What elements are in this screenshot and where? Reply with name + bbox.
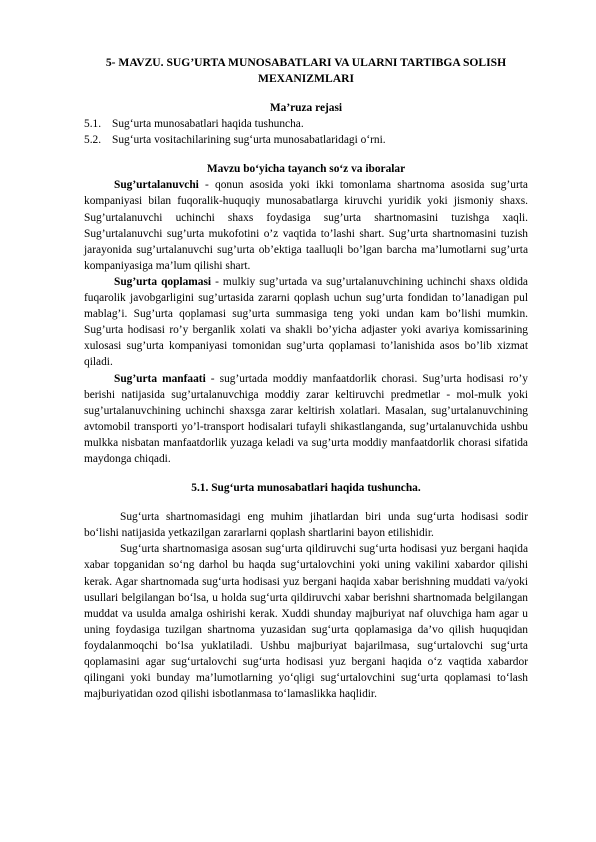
term-text: - mulkiy sug’urtada va sug’urtalanuvchining uchinchi shaxs oldida fuqarolik javobgarligini sug’urtasida zararni qoplash uchun sug’urta fondidan to’lanadigan pul mablag’i. Sug’urta qoplamasi sug’urta summasiga teng yoki undan kam bo’lishi mumkin. Sug’urta hodisasi ro’y berganlik xolati va shakli bo’yicha adjaster yoki avariya komissarining xulosasi sug’urta kompaniyasi tomonidan sug’urta qoplamasi to’lanishida asos bo’lib xizmat qiladi. (84, 275, 528, 369)
body-paragraph: Sug‘urta shartnomasidagi eng muhim jihatlardan biri unda sug‘urta hodisasi sodir bo‘lishi natijasida yetkazilgan zararlarni qoplash shartlarini bayon etilishidir. (84, 511, 528, 540)
plan-item-text: Sug‘urta munosabatlari haqida tushuncha. (112, 118, 304, 131)
plan-item (84, 116, 528, 132)
plan-item-number: 5.2. (84, 134, 102, 147)
plan-item-number: 5.1. (84, 118, 102, 131)
term-definition (84, 274, 528, 371)
term-name: Sug’urta manfaati (114, 372, 206, 385)
term-definition (84, 371, 528, 468)
term-text: - qonun asosida yoki ikki tomonlama shartnoma asosida sug’urta kompaniyasi bilan fuqoralik-huquqiy munosabatlarga kiruvchi yuridik yoki jismoniy shaxs. Sug’urtalanuvchi uchinchi shaxs foydasiga sug’urta shartnomasini tuzishga xaqli. Sug’urtalanuvchi sug’urta mukofotini o’z vaqtida to’lashi shart. Sug’urta shartnomasini tuzish jarayonida sug’urtalanuvchi sug’urta ob’ektiga taalluqli bo’lgan barcha ma’lumotlarni sug’urta kompaniyasiga ma’lum qilishi shart. (84, 179, 528, 272)
body-paragraph: Sug‘urta shartnomasiga asosan sug‘urta qildiruvchi sug‘urta hodisasi yuz bergani haqida xabar topganidan so‘ng darhol bu haqda sug‘urtalovchini yoki uning vakilini xabardor qilishi kerak. Agar shartnomada sug‘urta hodisasi yuz bergani haqida xabar berishning muddati va/yoki usullari belgilangan bo‘lsa, u holda sug‘urta qildiruvchi xabar berishni shartnomada belgilangan muddat va usulda amalga oshirishi kerak. Xuddi shunday majburiyat naf oluvchiga ham agar u uning foydasiga tuzilgan shartnoma yuzasidan sug‘urta qoplamasiga da’vo qilish huquqidan foydalanmoqchi bo‘lsa yuklatiladi. Ushbu majburiyat bajarilmasa, sug‘urtalovchi sug‘urta qoplamasini agar sug‘urtalovchi sug‘urta hodisasi yuz bergani haqida o‘z vaqtida xabardor qilingani yoki bunday ma’lumotlarning yo‘qligi sug‘urtalovchini sug‘urta qoplamasi to‘lash majburiyatidan ozod qilishi isbotlanmasa to‘lamaslikka haqlidir. (84, 543, 528, 701)
terms-heading: Mavzu bo‘yicha tayanch so‘z va iboralar (206, 163, 406, 176)
plan-heading: Ma’ruza rejasi (269, 102, 343, 114)
section-heading: 5.1. Sug‘urta munosabatlari haqida tushuncha. (191, 482, 421, 495)
document-title: 5- MAVZU. SUG’URTA MUNOSABATLARI VA ULARNI TARTIBGA SOLISH MEXANIZMLARI (105, 56, 507, 85)
plan-item (84, 132, 528, 148)
term-name: Sug’urta qoplamasi (114, 275, 212, 288)
document-page (84, 55, 528, 702)
term-text: - sug’urtada moddiy manfaatdorlik chorasi. Sug’urta hodisasi ro’y berishi natijasida sug’urtalanuvchiga moddiy zarar keltiruvchi predmetlar - mol-mulk yoki sug’urtalanuvchining uchinchi shaxsga zarar keltirish xolatlari. Masalan, sug’urtalanuvchining avtomobil transporti yo’l-transport hodisalari tufayli shikastlanganda, sug’urtalanuvchida ushbu mulkka nisbatan manfaatdorlik yuzaga keladi va sug’urta moddiy manfaatdorlik chorasi sifatida maydonga chiqadi. (84, 372, 528, 465)
plan-item-text: Sug‘urta vositachilarining sug‘urta munosabatlaridagi o‘rni. (112, 134, 386, 147)
term-name: Sug’urtalanuvchi (114, 179, 199, 192)
term-definition (84, 177, 528, 274)
